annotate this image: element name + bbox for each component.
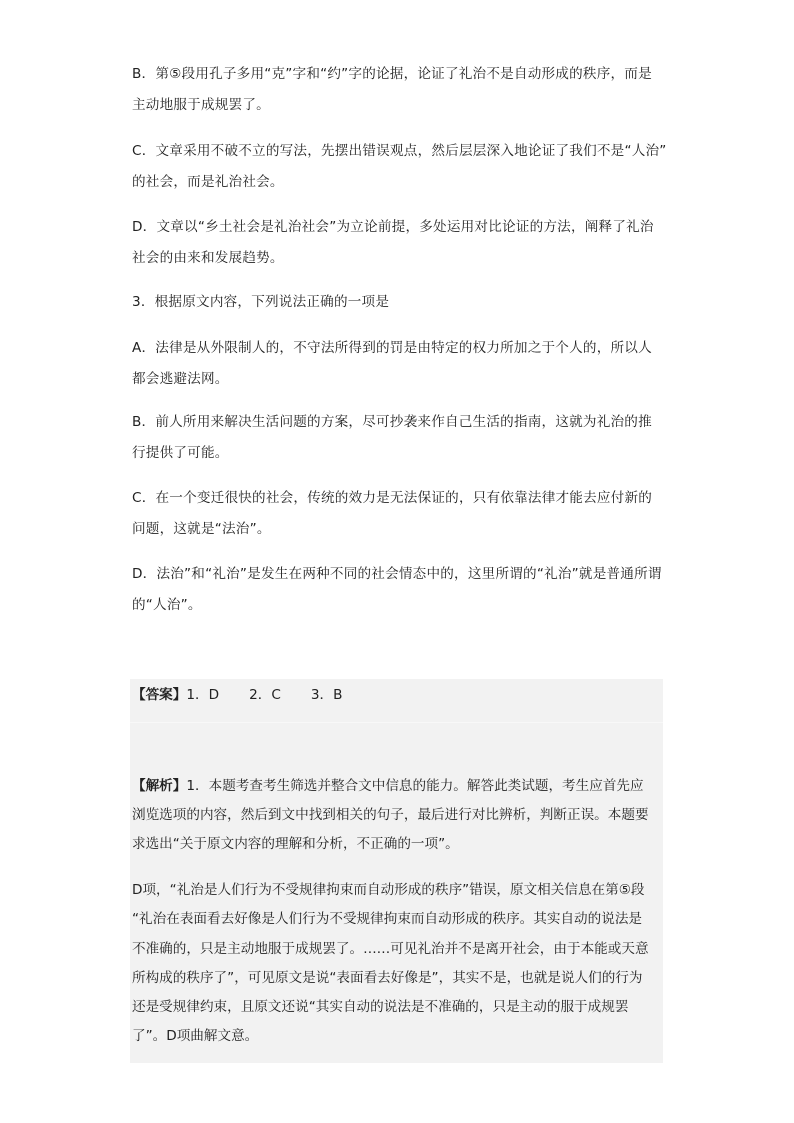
q3-option-a (132, 333, 664, 395)
answer-tag: 【答案】 (132, 687, 187, 703)
text-line: D．文章以“乡土社会是礼治社会”为立论前提，多处运用对比论证的方法，阐释了礼治 (132, 219, 654, 235)
text-line: 的社会，而是礼治社会。 (132, 174, 284, 190)
text-line: B．前人所用来解决生活问题的方案，尽可抄袭来作自己生活的指南，这就为礼治的推 (132, 414, 652, 430)
text-line: 行提供了可能。 (132, 445, 229, 461)
q3-option-c (132, 483, 664, 545)
text-line: D项，“礼治是人们行为不受规律拘束而自动形成的秩序”错误，原文相关信息在第⑤段 (132, 882, 645, 898)
text-line: “礼治在表面看去好像是人们行为不受规律拘束而自动形成的秩序。其实自动的说法是 (132, 911, 643, 928)
text-line: 还是受规律约束，且原文还说“其实自动的说法是不准确的，只是主动的服于成规罢 (132, 999, 629, 1016)
text-line: 不准确的，只是主动地服于成规罢了。……可见礼治并不是离开社会，由于本能或天意 (132, 940, 649, 957)
text-fragment: 1．本题考查考生筛选并整合文中信息的能力。解答此类试题，考生应首先应 (186, 778, 644, 794)
text-line: 社会的由来和发展趋势。 (132, 250, 284, 266)
text-line: D．法治”和“礼治”是发生在两种不同的社会情态中的，这里所谓的“礼治”就是普通所谓 (132, 566, 662, 582)
q3-option-b (132, 407, 664, 469)
text-line: C．在一个变迁很快的社会，传统的效力是无法保证的，只有依靠法律才能去应付新的 (132, 490, 653, 506)
analysis-paragraph-1 (132, 772, 664, 859)
text-line: 所构成的秩序了”，可见原文是说“表面看去好像是”，其实不是，也就是说人们的行为 (132, 969, 643, 986)
answer-line (132, 683, 342, 707)
answer-item: 1．D (186, 687, 220, 703)
divider (130, 722, 663, 723)
text-line (132, 772, 664, 801)
text-line: C．文章采用不破不立的写法，先摆出错误观点，然后层层深入地论证了我们不是“人治” (132, 143, 667, 159)
analysis-tag: 【解析】 (132, 778, 187, 794)
text-line: 都会逃避法网。 (132, 371, 229, 387)
analysis-paragraph-2 (132, 876, 664, 1052)
q2-option-b (132, 59, 664, 121)
q2-option-c (132, 136, 667, 198)
text-line: 问题，这就是“法治”。 (132, 521, 271, 537)
text-line: B．第⑤段用孔子多用“克”字和“约”字的论据，论证了礼治不是自动形成的秩序，而是 (132, 66, 652, 82)
answer-item: 2．C (249, 687, 281, 703)
text-line: 了”。D项曲解文意。 (132, 1028, 259, 1045)
q3-stem (132, 287, 664, 318)
text-line: 主动地服于成规罢了。 (132, 97, 270, 113)
text-line: 求选出“关于原文内容的理解和分析，不正确的一项”。 (132, 836, 459, 852)
text-line: 浏览选项的内容，然后到文中找到相关的句子，最后进行对比辨析，判断正误。本题要 (132, 807, 649, 823)
q3-option-d (132, 559, 664, 621)
text-line: 的“人治”。 (132, 597, 202, 613)
text-line: 3．根据原文内容，下列说法正确的一项是 (132, 294, 390, 310)
text-line: A．法律是从外限制人的，不守法所得到的罚是由特定的权力所加之于个人的，所以人 (132, 340, 652, 356)
q2-option-d (132, 212, 664, 274)
answer-item: 3．B (310, 687, 343, 703)
